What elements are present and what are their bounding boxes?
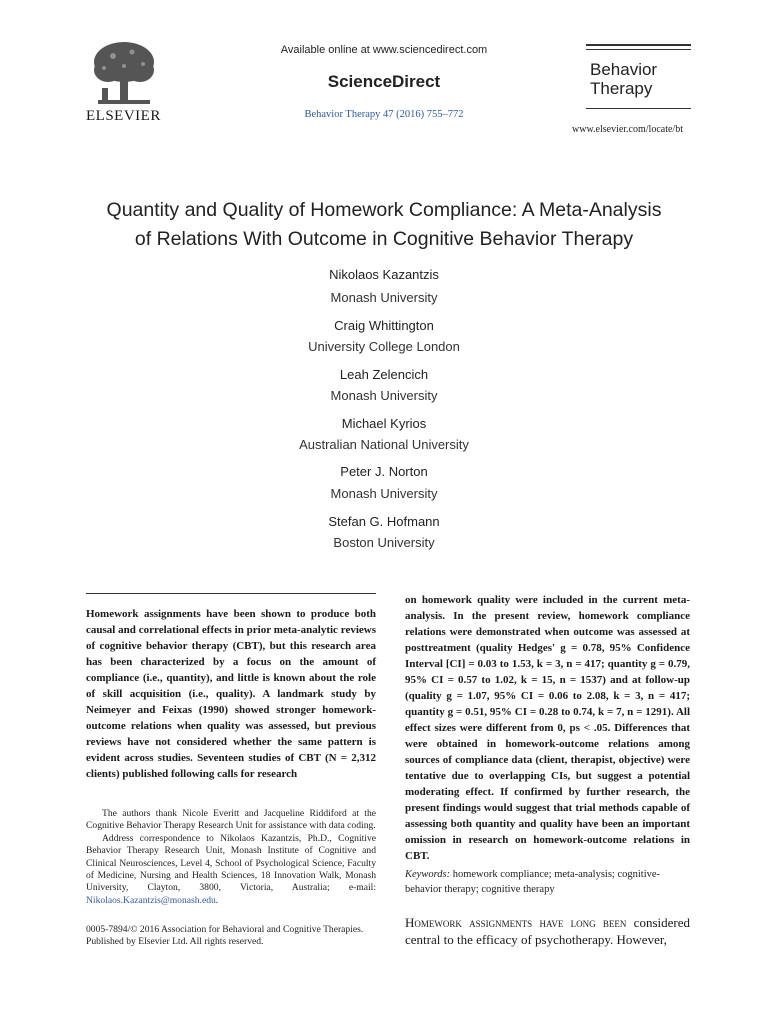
author-name: Leah Zelencich [339,367,429,382]
citation-link[interactable]: Behavior Therapy 47 (2016) 755–772 [304,109,464,120]
author-affiliation: Monash University [330,486,438,501]
correspondence-end: . [215,894,219,906]
author-affiliation: Boston University [333,535,435,550]
available-online-text: Available online at www.sciencedirect.com [280,44,488,56]
email-link[interactable]: Nikolaos.Kazantzis@monash.edu [86,894,216,906]
journal-url[interactable]: www.elsevier.com/locate/bt [572,124,683,135]
journal-name [590,60,657,98]
keywords-label: Keywords: [405,869,451,880]
author-name: Craig Whittington [334,318,434,333]
abstract-left-column: Homework assignments have been shown to produce both causal and correlational effects in prior meta-analytic reviews of cognitive behavior therapy (CBT), but this research area has been characterized by a focus on the amount of compliance (i.e., quantity), and little is known about the role of skill acquisition (i.e., quality). A landmark study by Neimeyer and Feixas (1990) showed stronger homework-outcome relations when quality was assessed, but previous reviews have not considered whether the same pattern is evident across studies. Seventeen studies of CBT (N = 2,312 clients) published following calls for research [86,608,376,780]
title-line: Quantity and Quality of Homework Compliance: A Meta-Analysis [106,199,662,221]
correspondence-note [86,833,376,907]
journal-name-line: Therapy [590,79,653,98]
sciencedirect-logo: ScienceDirect [327,72,441,91]
journal-rule [586,49,691,50]
journal-rule [586,44,691,46]
title-line: of Relations With Outcome in Cognitive Behavior Therapy [134,228,634,250]
body-text: considered central to the efficacy of psychotherapy. However, [405,915,690,947]
keywords-text: homework compliance; meta-analysis; cognitive-behavior therapy; cognitive therapy [405,869,661,895]
author-name: Peter J. Norton [340,464,428,479]
footnotes [86,808,376,907]
author-affiliation: Australian National University [299,437,469,452]
keywords [405,868,690,897]
journal-name-line: Behavior [590,60,658,79]
author-affiliation: Monash University [330,290,438,305]
acknowledgement-note: The authors thank Nicole Everitt and Jacqueline Riddiford at the Cognitive Behavior Therapy Research Unit for assistance with data coding. [86,808,376,832]
article-title [60,196,708,254]
author-name: Nikolaos Kazantzis [329,267,439,282]
lead-in-smallcaps: Homework assignments have long been [405,915,627,930]
author-affiliation: University College London [308,339,460,354]
abstract-rule [86,593,376,594]
correspondence-text: Address correspondence to Nikolaos Kazantzis, Ph.D., Cognitive Behavior Therapy Research Unit, Monash Institute of Cognitive and Clinical Neurosciences, Level 4, School of Psychological Science, Faculty of Medicine, Nursing and Health Sciences, 18 Innovation Walk, Monash University, Clayton, 3800, Victoria, Australia; e-mail: [86,832,376,894]
author-affiliation: Monash University [330,388,438,403]
publisher-name: ELSEVIER [86,108,161,124]
author-name: Stefan G. Hofmann [328,514,440,529]
abstract-right-column: on homework quality were included in the current meta-analysis. In the present review, homework compliance relations were demonstrated when outcome was assessed at posttreatment (quality Hedges' g = 0.78, 95% Confidence Interval [CI] = 0.03 to 1.53, k = 3, n = 417; quantity g = 0.79, 95% CI = 0.57 to 1.02, k = 15, n = 1537) and at follow-up (quality g = 1.07, 95% CI = 0.06 to 2.08, k = 3, n = 417; quantity g = 0.51, 95% CI = 0.28 to 0.74, k = 7, n = 1291). All effect sizes were different from 0, ps < .05. Differences that were obtained in homework-outcome relations among sources of compliance data (client, therapist, objective) were tentative due to overlapping CIs, but suggest a potential moderating effect. If confirmed by further research, the present findings would suggest that trial methods capable of assessing both quantity and quality have been an important omission in research on homework-outcome relations in CBT. [405,594,690,862]
journal-rule [586,108,691,109]
author-name: Michael Kyrios [341,416,427,431]
body-text-start [405,914,690,948]
copyright-notice: 0005-7894/© 2016 Association for Behavioral and Cognitive Therapies. Published by Elsevier Ltd. All rights reserved. [86,924,364,948]
